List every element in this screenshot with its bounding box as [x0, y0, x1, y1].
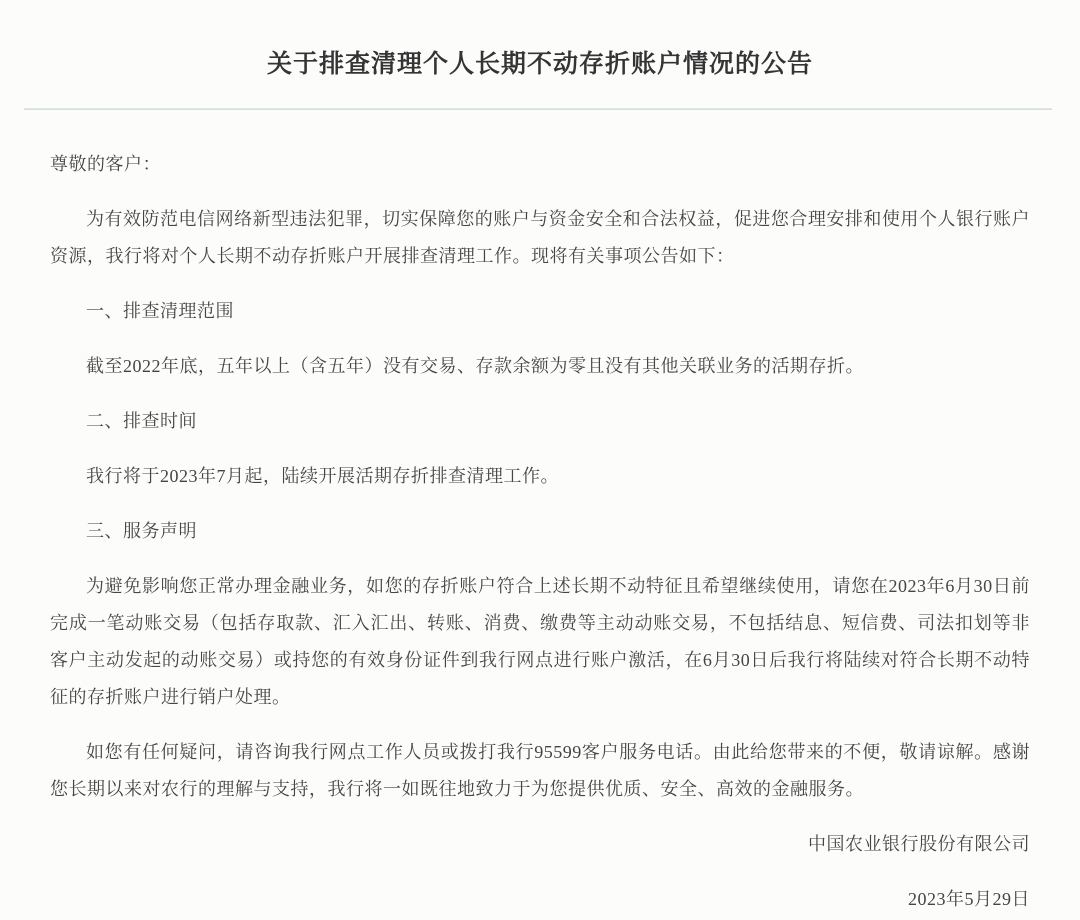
intro-paragraph: 为有效防范电信网络新型违法犯罪，切实保障您的账户与资金安全和合法权益，促进您合理安排和使用个人银行账户资源，我行将对个人长期不动存折账户开展排查清理工作。现将有关事项公告如下： [50, 209, 1030, 266]
page-title: 关于排查清理个人长期不动存折账户情况的公告 [266, 51, 813, 78]
closing-paragraph: 如您有任何疑问，请咨询我行网点工作人员或拨打我行95599客户服务电话。由此给您带来的不便，敬请谅解。感谢您长期以来对农行的理解与支持，我行将一如既往地致力于为您提供优质、安全、高效的金融服务。 [50, 742, 1030, 799]
section-2-heading: 二、排查时间 [86, 411, 197, 431]
section-2-body: 我行将于2023年7月起，陆续开展活期存折排查清理工作。 [86, 466, 559, 486]
date: 2023年5月29日 [908, 889, 1030, 909]
section-1-heading: 一、排查清理范围 [86, 301, 234, 321]
section-1-body: 截至2022年底，五年以上（含五年）没有交易、存款余额为零且没有其他关联业务的活期存折。 [86, 356, 864, 376]
document-body [0, 110, 1080, 918]
signature: 中国农业银行股份有限公司 [808, 834, 1030, 854]
salutation: 尊敬的客户： [50, 154, 161, 174]
section-3-heading: 三、服务声明 [86, 521, 197, 541]
section-3-body: 为避免影响您正常办理金融业务，如您的存折账户符合上述长期不动特征且希望继续使用，请您在2023年6月30日前完成一笔动账交易（包括存取款、汇入汇出、转账、消费、缴费等主动动账交易，不包括结息、短信费、司法扣划等非客户主动发起的动账交易）或持您的有效身份证件到我行网点进行账户激活，在6月30日后我行将陆续对符合长期不动特征的存折账户进行销户处理。 [50, 576, 1030, 707]
